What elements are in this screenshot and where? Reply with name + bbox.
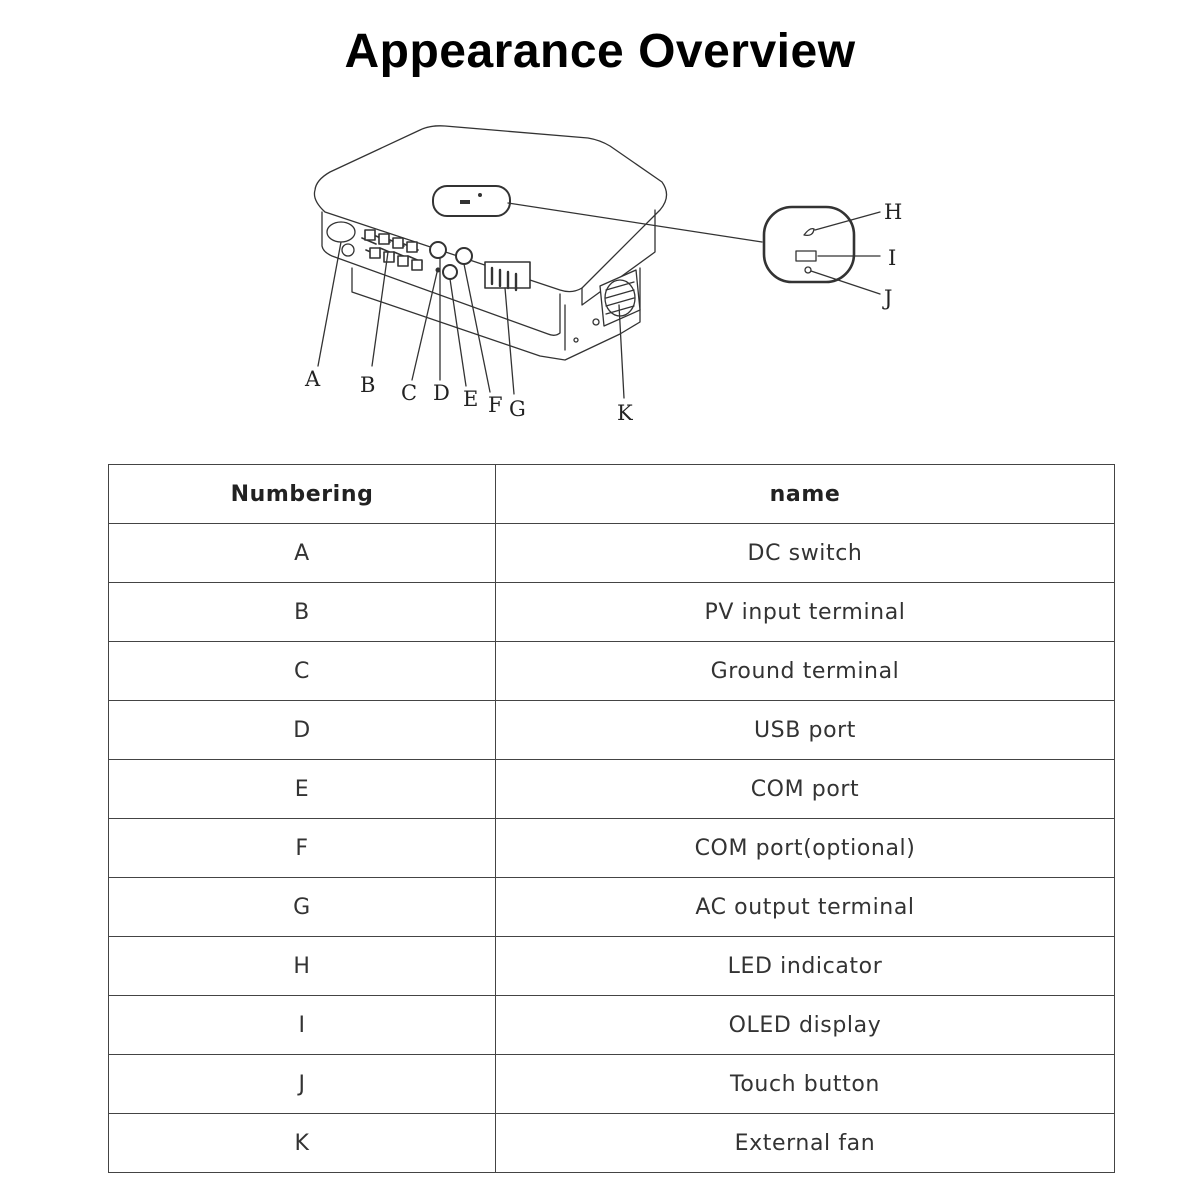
table-row [109, 701, 1115, 760]
page-title: Appearance Overview [344, 25, 856, 78]
callout-f: F [488, 393, 503, 417]
callout-d: D [433, 381, 450, 405]
table-row [109, 878, 1115, 937]
callout-i: I [888, 246, 897, 270]
row-name: Touch button [496, 1055, 1115, 1114]
row-name: DC switch [496, 524, 1115, 583]
callout-e: E [463, 387, 479, 411]
row-numbering: I [109, 996, 496, 1055]
row-name: PV input terminal [496, 583, 1115, 642]
table-row [109, 583, 1115, 642]
table-row [109, 1055, 1115, 1114]
table-row [109, 819, 1115, 878]
row-numbering: E [109, 760, 496, 819]
row-numbering: D [109, 701, 496, 760]
row-name: COM port(optional) [496, 819, 1115, 878]
com-port-optional [456, 248, 472, 264]
table-row [109, 642, 1115, 701]
row-numbering: G [109, 878, 496, 937]
row-numbering: J [109, 1055, 496, 1114]
display-module [433, 186, 510, 216]
row-numbering: K [109, 1114, 496, 1173]
table-row [109, 937, 1115, 996]
table-row [109, 524, 1115, 583]
row-numbering: F [109, 819, 496, 878]
table-row [109, 996, 1115, 1055]
dc-switch-knob [327, 222, 355, 242]
row-numbering: H [109, 937, 496, 996]
header-name: name [496, 465, 1115, 524]
callout-h: H [884, 200, 903, 224]
callout-k: K [617, 401, 633, 425]
table-row [109, 1114, 1115, 1173]
row-numbering: A [109, 524, 496, 583]
row-name: LED indicator [496, 937, 1115, 996]
callout-j: J [884, 286, 893, 310]
inverter-diagram [0, 0, 1200, 450]
row-name: COM port [496, 760, 1115, 819]
com-port [443, 265, 457, 279]
row-name: OLED display [496, 996, 1115, 1055]
pv-input-connectors [362, 230, 422, 270]
row-numbering: B [109, 583, 496, 642]
header-numbering: Numbering [109, 465, 496, 524]
callout-c: C [401, 381, 418, 405]
row-name: External fan [496, 1114, 1115, 1173]
row-numbering: C [109, 642, 496, 701]
row-name: AC output terminal [496, 878, 1115, 937]
table-row [109, 760, 1115, 819]
table-header-row [109, 465, 1115, 524]
display-module-zoomed [764, 207, 854, 282]
callout-g: G [509, 397, 526, 421]
row-name: USB port [496, 701, 1115, 760]
component-table [108, 464, 1115, 1173]
callout-b: B [360, 373, 376, 397]
usb-port [430, 242, 446, 258]
row-name: Ground terminal [496, 642, 1115, 701]
callout-a: A [305, 367, 321, 391]
